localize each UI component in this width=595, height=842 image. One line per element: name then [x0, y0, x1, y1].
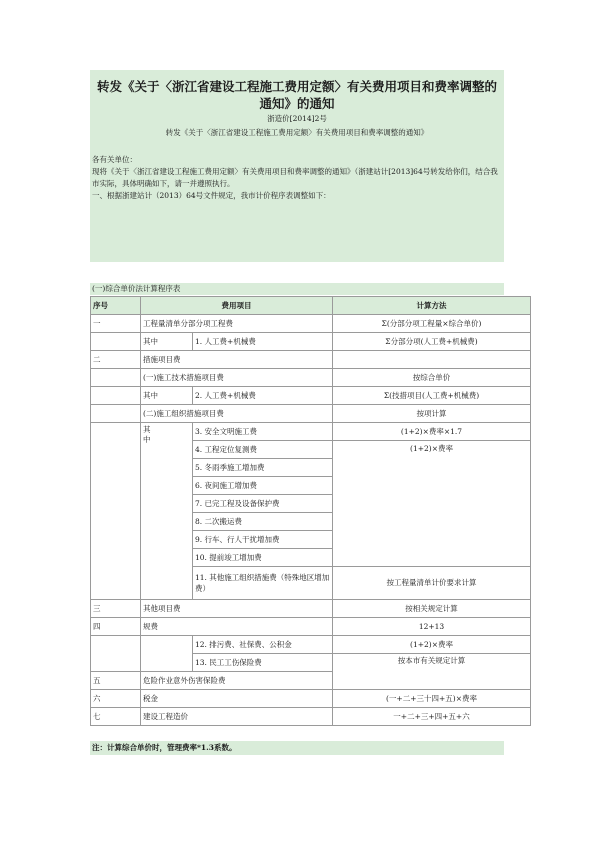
table-row: [91, 387, 531, 405]
header-method: 计算方法: [333, 297, 531, 315]
row-item: 规费: [141, 618, 333, 636]
row-no: 三: [91, 600, 141, 618]
row-method: 按项计算: [333, 405, 531, 423]
table-row: [91, 423, 531, 441]
row-item: 7. 已完工程及设备保护费: [193, 495, 333, 513]
row-method: 一+二+三+四+五+六: [333, 708, 531, 726]
header-seq: 序号: [91, 297, 141, 315]
row-sub: 其中: [141, 333, 193, 351]
table-row: [91, 351, 531, 369]
body-paragraph: 一、根据浙建站计（2013）64号文件规定，我市计价程序表调整如下：: [92, 191, 331, 200]
row-item: 9. 行车、行人干扰增加费: [193, 531, 333, 549]
row-method: Σ(分部分项工程量×综合单价): [333, 315, 531, 333]
row-item: 4. 工程定位复测费: [193, 441, 333, 459]
row-method: (1+2)×费率: [333, 441, 531, 567]
row-no: 四: [91, 618, 141, 636]
table-row: [91, 708, 531, 726]
salutation: 各有关单位：: [92, 155, 137, 164]
row-item: 措施项目费: [141, 351, 333, 369]
row-method: Σ(技措项目(人工费+机械费): [333, 387, 531, 405]
row-method: 按综合单价: [333, 369, 531, 387]
row-item: (一)施工技术措施项目费: [141, 369, 333, 387]
row-item: 11. 其他施工组织措施费（特殊地区增加费）: [193, 567, 333, 600]
row-item: 5. 冬雨季施工增加费: [193, 459, 333, 477]
table-caption: (一)综合单价法计算程序表: [90, 283, 504, 295]
table-row: [91, 333, 531, 351]
row-item: 12. 排污费、社保费、公积金: [193, 636, 333, 654]
row-method: (1+2)×费率: [333, 636, 531, 654]
document-title: 转发《关于〈浙江省建设工程施工费用定额〉有关费用项目和费率调整的通知》的通知: [96, 79, 497, 111]
row-no: 二: [91, 351, 141, 369]
row-no: 六: [91, 690, 141, 708]
row-item: 1. 人工费+机械费: [193, 333, 333, 351]
table-row: [91, 405, 531, 423]
row-no: 五: [91, 672, 141, 690]
row-item: 建设工程造价: [141, 708, 333, 726]
row-method: (一+二+三十四+五)×费率: [333, 690, 531, 708]
header-item: 费用项目: [141, 297, 333, 315]
table-footnote: 注：计算综合单价时，管理费率*1.3系数。: [90, 741, 504, 755]
row-item: 10. 提前竣工增加费: [193, 549, 333, 567]
table-row: [91, 369, 531, 387]
row-method: 12+13: [333, 618, 531, 636]
table-row: [91, 600, 531, 618]
document-subtitle: 转发《关于〈浙江省建设工程施工费用定额〉有关费用项目和费率调整的通知》: [165, 128, 429, 137]
row-sub: 其 中: [141, 423, 193, 600]
row-item: 危险作业意外伤害保险费: [141, 672, 333, 690]
row-method: 按相关规定计算: [333, 600, 531, 618]
document-number: 浙造价[2014]2号: [267, 114, 327, 123]
table-row: [91, 618, 531, 636]
notice-header-block: [90, 70, 504, 262]
row-method: Σ分部分项(人工费+机械费): [333, 333, 531, 351]
table-header-row: [91, 297, 531, 315]
table-row: [91, 690, 531, 708]
fee-calculation-table: [90, 296, 531, 726]
table-row: [91, 636, 531, 654]
row-no: 七: [91, 708, 141, 726]
row-item: 工程量清单分部分项工程费: [141, 315, 333, 333]
row-item: 税金: [141, 690, 333, 708]
row-item: 3. 安全文明施工费: [193, 423, 333, 441]
body-paragraph: 现将《关于〈浙江省建设工程施工费用定额〉有关费用项目和费率调整的通知》（浙建站计[2013]64号转发给你们，结合我市实际，具体明确如下，请一并遵照执行。: [92, 167, 498, 188]
row-item: 其他项目费: [141, 600, 333, 618]
row-item: 8. 二次搬运费: [193, 513, 333, 531]
row-item: 6. 夜间施工增加费: [193, 477, 333, 495]
table-row: [91, 315, 531, 333]
row-item: 13. 民工工伤保险费: [193, 654, 333, 672]
row-method: 按本市有关规定计算: [333, 654, 531, 690]
row-item: (二)施工组织措施项目费: [141, 405, 333, 423]
row-method: 按工程量清单计价要求计算: [333, 567, 531, 600]
row-sub: 其中: [141, 387, 193, 405]
row-no: 一: [91, 315, 141, 333]
row-item: 2. 人工费+机械费: [193, 387, 333, 405]
row-method: (1+2)×费率×1.7: [333, 423, 531, 441]
